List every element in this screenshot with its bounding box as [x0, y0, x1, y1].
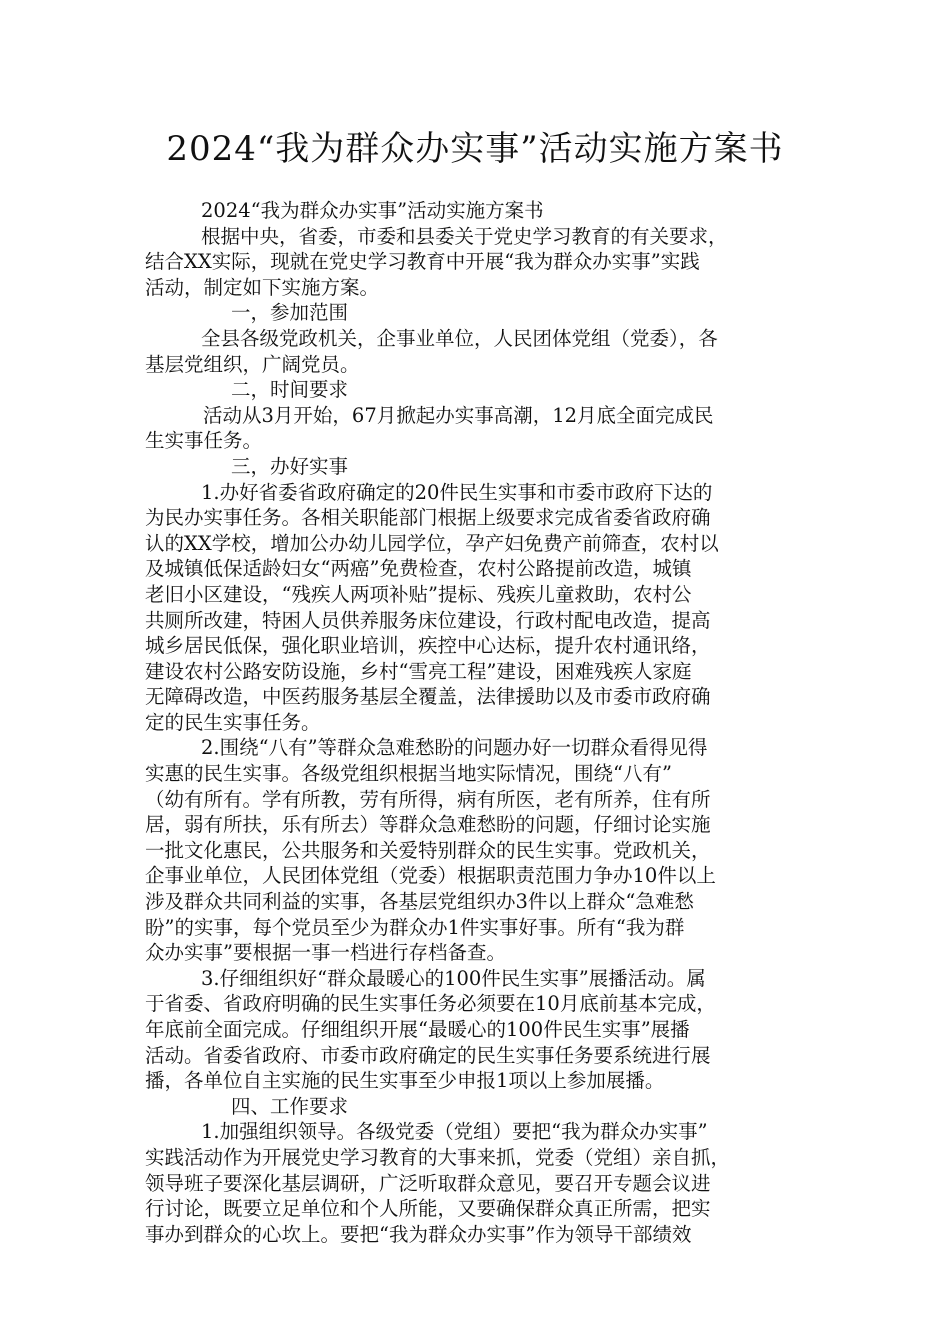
body-line: 居，弱有所扶，乐有所去）等群众急难愁盼的问题，仔细讨论实施 [145, 813, 711, 837]
body-line: 全县各级党政机关，企事业单位，人民团体党组（党委），各 [201, 326, 718, 350]
section-heading: 三，办好实事 [231, 454, 349, 478]
body-line: 城乡居民低保，强化职业培训，疾控中心达标，提升农村通讯络， [145, 634, 711, 658]
body-line: 根据中央，省委，市委和县委关于党史学习教育的有关要求， [201, 224, 728, 248]
body-line: 生实事任务。 [145, 429, 263, 453]
body-line: 行讨论，既要立足单位和个人所能，又要确保群众真正所需，把实 [145, 1197, 711, 1221]
body-line: 2.围绕“八有”等群众急难愁盼的问题办好一切群众看得见得 [201, 736, 708, 760]
body-line: 领导班子要深化基层调研，广泛听取群众意见，要召开专题会议进 [145, 1171, 711, 1195]
body-line: 为民办实事任务。各相关职能部门根据上级要求完成省委省政府确 [145, 506, 711, 530]
body-line: 结合XX实际，现就在党史学习教育中开展“我为群众办实事”实践 [145, 250, 700, 274]
body-line: 2024“我为群众办实事”活动实施方案书 [201, 199, 544, 222]
body-line: 涉及群众共同利益的实事，各基层党组织办3件以上群众“急难愁 [145, 890, 694, 914]
body-line: 一批文化惠民，公共服务和关爱特别群众的民生实事。党政机关， [145, 838, 711, 862]
body-line: 3.仔细组织好“群众最暖心的100件民生实事”展播活动。属 [201, 966, 706, 990]
body-line: 及城镇低保适龄妇女“两癌”免费检查，农村公路提前改造，城镇 [145, 557, 692, 581]
body-line: 活动，制定如下实施方案。 [145, 275, 380, 299]
document-body [145, 198, 807, 1247]
section-heading: 四、工作要求 [231, 1094, 349, 1118]
body-line: 老旧小区建设，“残疾人两项补贴”提标、残疾儿童救助，农村公 [145, 582, 692, 606]
body-line: 共厕所改建，特困人员供养服务床位建设，行政村配电改造，提高 [145, 608, 711, 632]
body-line: 盼”的实事，每个党员至少为群众办1件实事好事。所有“我为群 [145, 915, 685, 939]
body-line: 定的民生实事任务。 [145, 710, 321, 734]
body-line: 无障碍改造，中医药服务基层全覆盖，法律援助以及市委市政府确 [145, 685, 711, 709]
body-line: 实惠的民生实事。各级党组织根据当地实际情况，围绕“八有” [145, 762, 672, 786]
body-line: 活动。省委省政府、市委市政府确定的民生实事任务要系统进行展 [145, 1043, 711, 1067]
body-line: 众办实事”要根据一事一档进行存档备查。 [145, 941, 506, 965]
body-line: 建设农村公路安防设施，乡村“雪亮工程”建设，困难残疾人家庭 [145, 659, 692, 683]
body-line: 事办到群众的心坎上。要把“我为群众办实事”作为领导干部绩效 [145, 1222, 692, 1246]
document-title: 2024“我为群众办实事”活动实施方案书 [166, 129, 784, 169]
body-line: 年底前全面完成。仔细组织开展“最暖心的100件民生实事”展播 [145, 1018, 690, 1041]
body-line: 基层党组织，广阔党员。 [145, 352, 360, 376]
body-line: 企事业单位，人民团体党组（党委）根据职责范围力争办10件以上 [145, 864, 716, 888]
body-line: 1.办好省委省政府确定的20件民生实事和市委市政府下达的 [201, 480, 713, 504]
body-line: 于省委、省政府明确的民生实事任务必须要在10月底前基本完成， [145, 992, 716, 1016]
body-line: 活动从3月开始，67月掀起办实事高潮，12月底全面完成民 [203, 403, 714, 427]
section-heading: 二，时间要求 [231, 378, 349, 402]
section-heading: 一，参加范围 [231, 301, 349, 325]
body-line: 播，各单位自主实施的民生实事至少申报1项以上参加展播。 [145, 1069, 665, 1093]
body-line: （幼有所有。学有所教，劳有所得，病有所医，老有所养，住有所 [145, 787, 711, 811]
body-line: 认的XX学校，增加公办幼儿园学位，孕产妇免费产前筛查，农村以 [145, 531, 719, 555]
body-line: 实践活动作为开展党史学习教育的大事来抓，党委（党组）亲自抓， [145, 1145, 731, 1169]
body-line: 1.加强组织领导。各级党委（党组）要把“我为群众办实事” [201, 1120, 708, 1144]
